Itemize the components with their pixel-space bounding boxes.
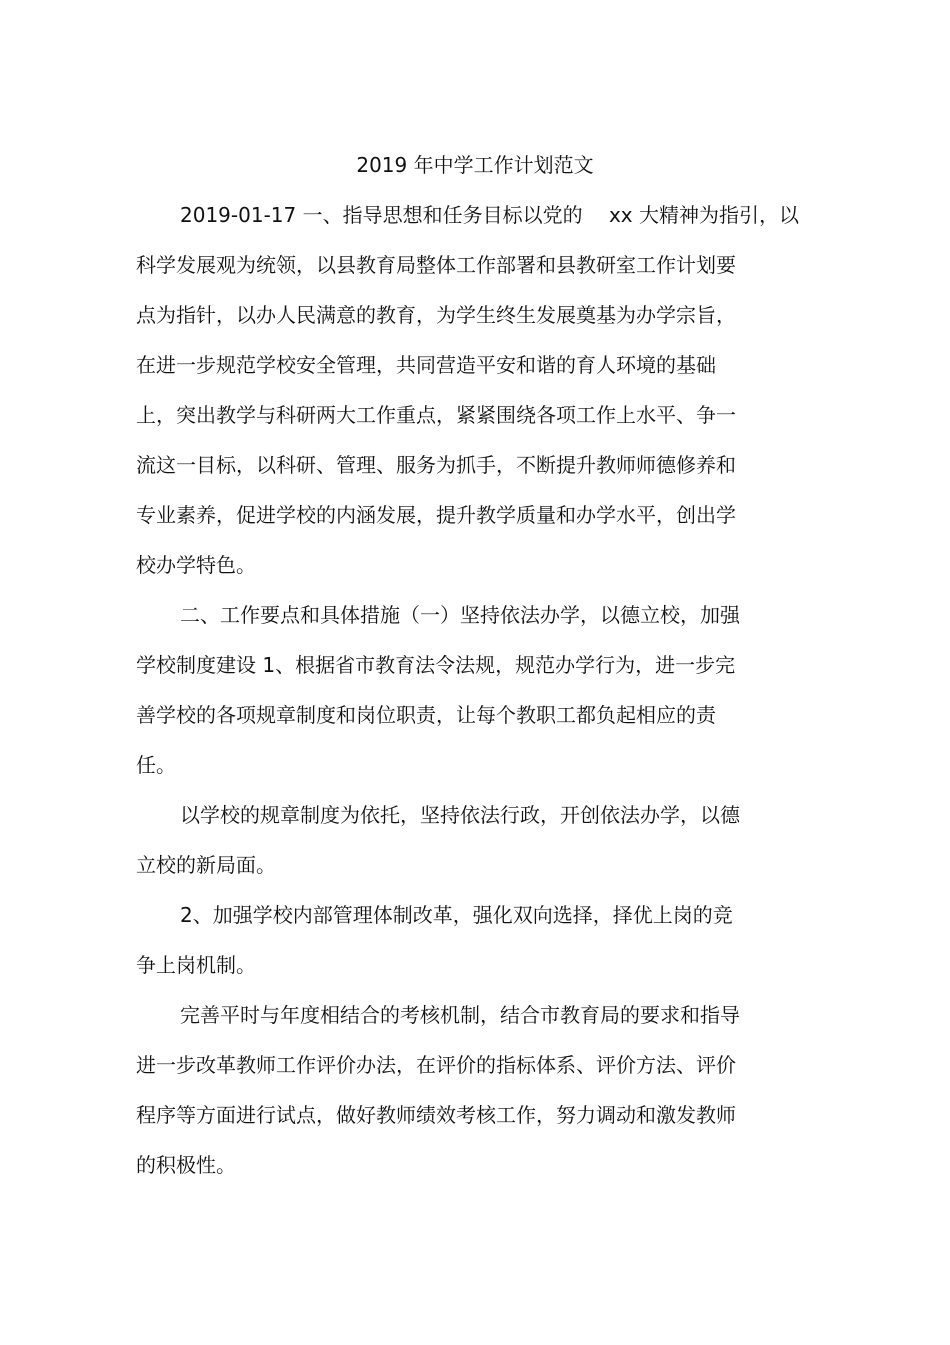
- text-line: 任。: [136, 753, 176, 777]
- text-line: 善学校的各项规章制度和岗位职责，让每个教职工都负起相应的责: [136, 703, 716, 727]
- text-line: 校办学特色。: [136, 553, 256, 577]
- text-line: 上，突出教学与科研两大工作重点，紧紧围绕各项工作上水平、争一: [136, 403, 736, 427]
- text-line: 完善平时与年度相结合的考核机制，结合市教育局的要求和指导: [180, 1003, 740, 1027]
- text-line: 程序等方面进行试点，做好教师绩效考核工作，努力调动和激发教师: [136, 1103, 736, 1127]
- text-line: 流这一目标，以科研、管理、服务为抓手，不断提升教师师德修养和: [136, 453, 736, 477]
- text-line: 专业素养，促进学校的内涵发展，提升教学质量和办学水平，创出学: [136, 503, 736, 527]
- text-line: 争上岗机制。: [136, 953, 256, 977]
- text-line: 的积极性。: [136, 1153, 236, 1177]
- text-line: 在进一步规范学校安全管理，共同营造平安和谐的育人环境的基础: [136, 353, 716, 377]
- text-line: 二、工作要点和具体措施（一）坚持依法办学，以德立校，加强: [180, 603, 740, 627]
- text-line: 学校制度建设 1、根据省市教育法令法规，规范办学行为，进一步完: [136, 653, 736, 677]
- text-line: 以学校的规章制度为依托，坚持依法行政，开创依法办学，以德: [180, 803, 740, 827]
- document-title: 2019 年中学工作计划范文: [356, 153, 594, 177]
- text-line: 进一步改革教师工作评价办法，在评价的指标体系、评价方法、评价: [136, 1053, 736, 1077]
- text-line: 科学发展观为统领，以县教育局整体工作部署和县教研室工作计划要: [136, 253, 736, 277]
- text-line: 立校的新局面。: [136, 853, 276, 877]
- text-line: 2019-01-17 一、指导思想和任务目标以党的 xx 大精神为指引，以: [180, 203, 799, 227]
- text-line: 点为指针，以办人民满意的教育，为学生终生发展奠基为办学宗旨，: [136, 303, 736, 327]
- text-line: 2、加强学校内部管理体制改革，强化双向选择，择优上岗的竞: [180, 903, 733, 927]
